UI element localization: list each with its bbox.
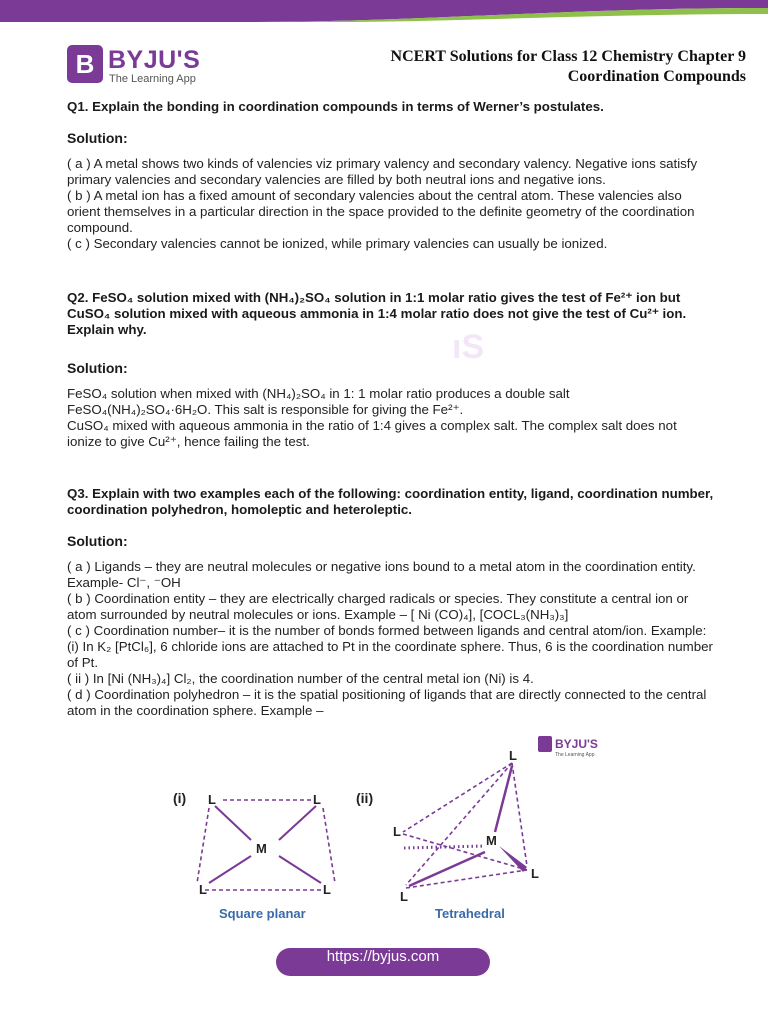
q3-answer-a: ( a ) Ligands – they are neutral molecules or negative ions bound to a metal atom in the coordination entity. Example- Cl⁻, ⁻OH (67, 559, 696, 590)
q1-solution-label: Solution: (67, 130, 128, 146)
sp-metal: M (256, 841, 267, 856)
td-ligand-left: L (393, 824, 401, 839)
q1-answer-c: ( c ) Secondary valencies cannot be ionized, while primary valencies can usually be ionized. (67, 236, 608, 251)
q3-answer-d: ( d ) Coordination polyhedron – it is the spatial positioning of ligands that are directly connected to the central atom in the coordination sphere. Example – (67, 687, 707, 718)
sp-ligand-bl: L (199, 882, 207, 897)
q3-solution-label: Solution: (67, 533, 128, 549)
document-header (391, 47, 746, 87)
sp-ligand-tl: L (208, 792, 216, 807)
figure-brand-tag: The Learning App (555, 752, 595, 758)
q1-answer-a: ( a ) A metal shows two kinds of valencies viz primary valency and secondary valency. Negative ions satisfy primary valencies and secondary valencies are filled by both neutral ions and negative ions. (67, 156, 698, 187)
q2-answer-p2: CuSO₄ mixed with aqueous ammonia in the ratio of 1:4 gives a complex salt. The complex salt does not ionize to give Cu²⁺, hence failing the test. (67, 418, 677, 449)
sp-bond-4 (279, 856, 321, 883)
figure-label-ii: (ii) (356, 790, 374, 806)
sp-bond-3 (209, 856, 251, 883)
logo-tagline: The Learning App (109, 73, 196, 85)
td-metal: M (486, 833, 497, 848)
q3-answer-b: ( b ) Coordination entity – they are electrically charged radicals or species. They constitute a central ion or atom surrounded by neutral molecules or ions. Example – [ Ni (CO)₄], [COCL₃(NH₃)₃] (67, 591, 689, 622)
q2-answer-p1: FeSO₄ solution when mixed with (NH₄)₂SO₄ in 1: 1 molar ratio produces a double salt FeSO₄(NH₄)₂SO₄·6H₂O. This salt is responsible for giving the Fe²⁺. (67, 386, 570, 417)
q1-question: Q1. Explain the bonding in coordination compounds in terms of Werner’s postulates. (67, 99, 604, 114)
td-ligand-right: L (531, 866, 539, 881)
coordination-polyhedron-figure (113, 728, 673, 928)
q3-question: Q3. Explain with two examples each of the following: coordination entity, ligand, coordination number, coordination polyhedron, homoleptic and heteroleptic. (67, 486, 714, 517)
figure-logo-mark (538, 736, 552, 752)
td-ligand-bottom: L (400, 889, 408, 904)
sp-ligand-br: L (323, 882, 331, 897)
header-subtitle: Coordination Compounds (567, 68, 746, 85)
q1-answer-b: ( b ) A metal ion has a fixed amount of secondary valencies about the central atom. These valencies also orient themselves in a particular direction in the space provided to the definite geometry of the coordination compound. (67, 188, 695, 235)
td-edge-3 (512, 763, 527, 866)
square-left-edge (197, 808, 209, 883)
watermark: ıS (452, 328, 485, 366)
q3-answer-c2: ( ii ) In [Ni (NH₃)₄] Cl₂, the coordination number of the central metal ion (Ni) is 4. (67, 671, 534, 686)
td-bond-wedge (499, 846, 527, 872)
q2-solution-label: Solution: (67, 360, 128, 376)
td-bond-top (495, 766, 512, 832)
sp-bond-1 (215, 806, 251, 840)
sp-ligand-tr: L (313, 792, 321, 807)
header-title: NCERT Solutions for Class 12 Chemistry Chapter 9 (390, 48, 746, 65)
td-edge-1 (403, 763, 512, 832)
figure-label-i: (i) (173, 790, 187, 806)
caption-tetrahedral: Tetrahedral (435, 906, 505, 921)
q2-question: Q2. FeSO₄ solution mixed with (NH₄)₂SO₄ solution in 1:1 molar ratio gives the test of Fe²⁺ ion but CuSO₄ solution mixed with aqueous ammonia in 1:4 molar ratio does not give the test of Cu²⁺ ion. Explain why. (67, 290, 687, 337)
logo-name: BYJU'S (108, 46, 201, 74)
q3-answer-c: ( c ) Coordination number– it is the number of bonds formed between ligands and central atom/ion. Example: (i) In K₂ [PtCl₆], 6 chloride ions are attached to Pt in the coordinate sphere. Thus, 6 is the coordination number of Pt. (67, 623, 713, 670)
top-banner (0, 0, 768, 22)
td-ligand-top: L (509, 748, 517, 763)
caption-square-planar: Square planar (219, 906, 306, 921)
footer-url-link[interactable]: https://byjus.com (276, 948, 490, 976)
document-body (67, 99, 715, 719)
td-edge-5 (403, 834, 527, 870)
td-bond-back (404, 846, 485, 848)
byjus-logo (67, 45, 202, 87)
logo-mark: B (67, 45, 103, 83)
figure-brand-name: BYJU'S (555, 737, 598, 751)
square-right-edge (323, 808, 335, 883)
sp-bond-2 (279, 806, 316, 840)
